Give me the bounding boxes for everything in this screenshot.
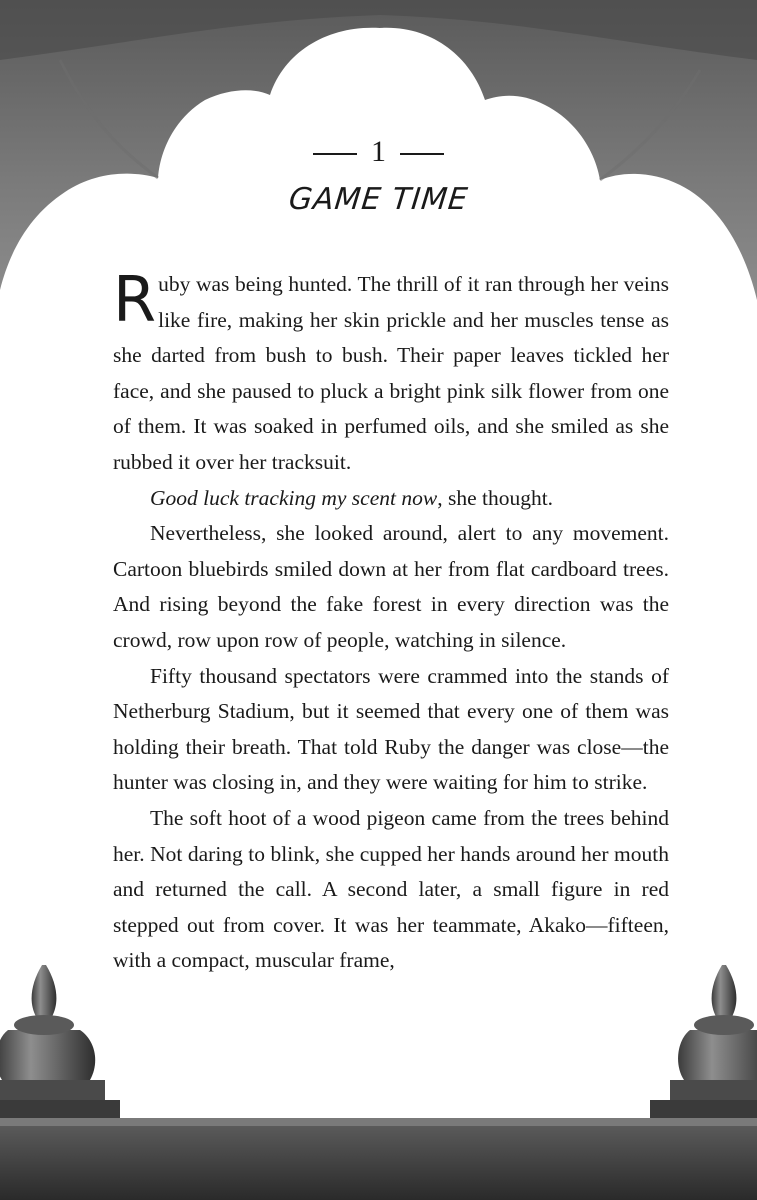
body-text <box>113 263 669 979</box>
paragraph-1: Ruby was being hunted. The thrill of it ran through her veins like fire, making her skin prickle and her muscles tense as she darted from bush to bush. Their paper leaves tickled her face, and she paused to pluck a bright pink silk flower from one of them. It was soaked in perfumed oils, and she smiled as she rubbed it over her tracksuit. <box>113 263 669 474</box>
right-post <box>650 965 757 1122</box>
chapter-rule-left <box>313 153 357 155</box>
chapter-number: 1 <box>0 132 757 172</box>
paragraph-4: Fifty thousand spectators were crammed into the stands of Netherburg Stadium, but it seemed that every one of them was holding their breath. That told Ruby the danger was close—the hunter was closing in, and they were waiting for him to strike. <box>113 663 669 795</box>
chapter-rule-right <box>400 153 444 155</box>
paragraph-2: Good luck tracking my scent now, she thought. <box>150 485 554 510</box>
paragraph-5: The soft hoot of a wood pigeon came from the trees behind her. Not daring to blink, she cupped her hands around her mouth and returned the call. A second later, a small figure in red stepped out from cover. It was her teammate, Akako—fifteen, with a compact, muscular frame, <box>113 805 669 973</box>
drop-cap: R <box>113 263 157 336</box>
chapter-title: GAME TIME <box>287 182 470 217</box>
stage-floor <box>0 1120 757 1200</box>
paragraph-3: Nevertheless, she looked around, alert to any movement. Cartoon bluebirds smiled down at her from flat cardboard trees. And rising beyond the fake forest in every direction was the crowd, row upon row of people, watching in silence. <box>113 521 669 652</box>
left-post <box>0 965 120 1122</box>
